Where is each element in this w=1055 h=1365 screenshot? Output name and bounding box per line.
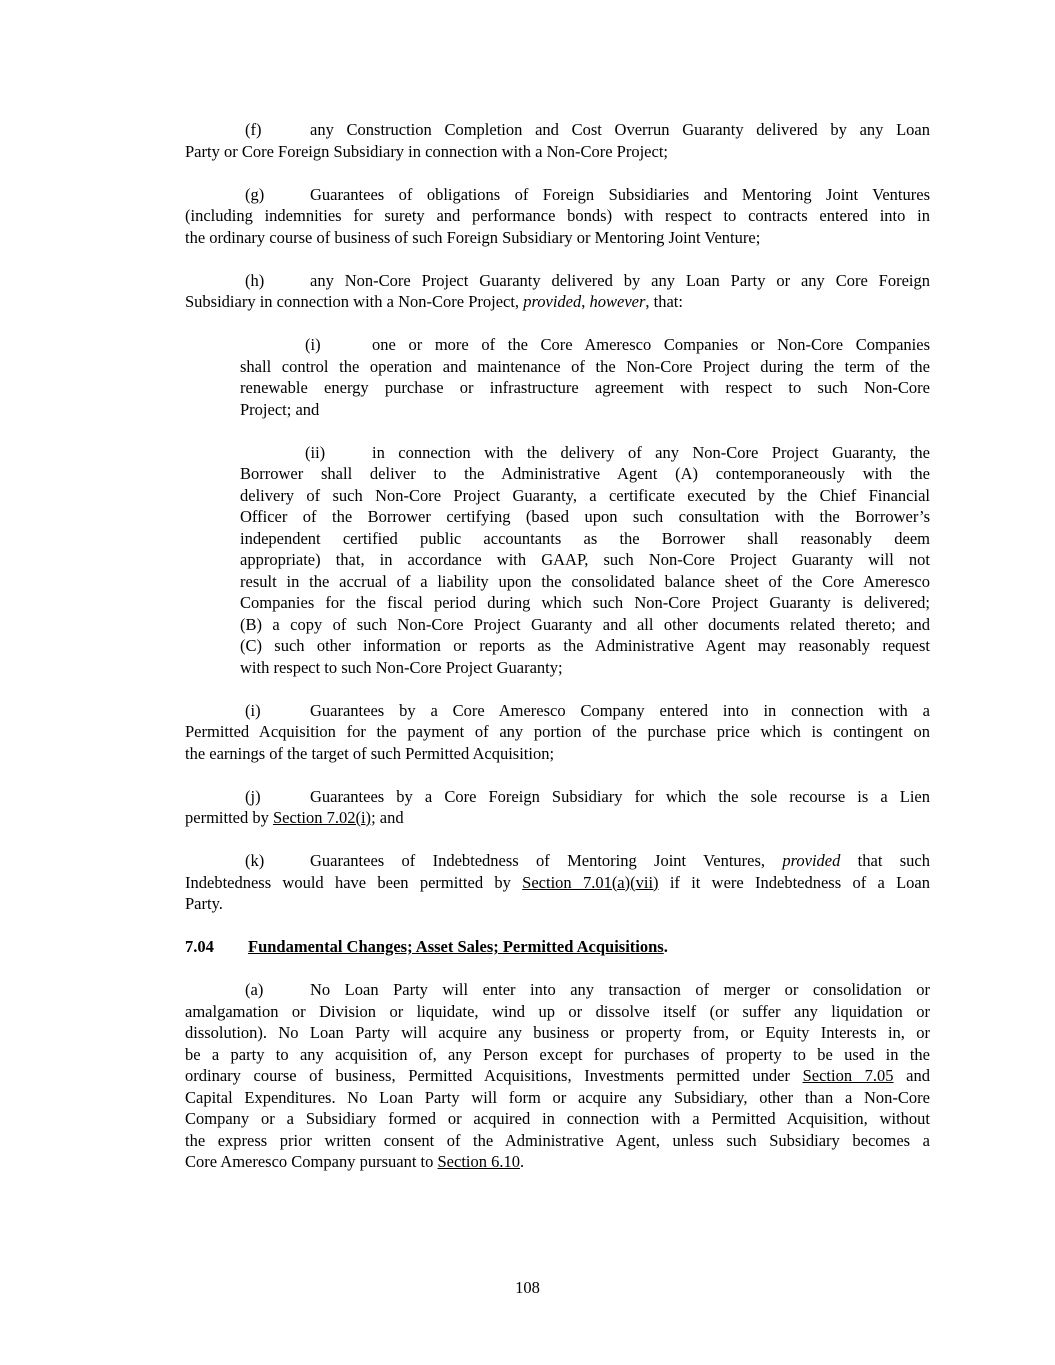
text-run: (including indemnities for surety and performance bonds) with respect to contracts entered into in bbox=[185, 206, 930, 225]
section-heading-7-04-label: 7.04 bbox=[185, 937, 214, 956]
text-run: . bbox=[663, 937, 668, 956]
clause-h-ii-label: (ii) bbox=[305, 442, 326, 462]
text-run: Permitted Acquisition for the payment of any portion of the purchase price which is contingent on bbox=[185, 722, 930, 741]
text-run: that such bbox=[840, 851, 930, 870]
text-run: any Non-Core Project Guaranty delivered by any Loan Party or any Core Foreign bbox=[310, 270, 930, 290]
text-run: Core Ameresco Company pursuant to bbox=[185, 1152, 438, 1171]
text-line bbox=[240, 549, 930, 571]
text-line bbox=[185, 893, 930, 915]
text-run: , bbox=[581, 292, 590, 311]
section-link[interactable]: Section 6.10 bbox=[437, 1152, 520, 1171]
text-line bbox=[240, 614, 930, 636]
clause-k-label: (k) bbox=[245, 851, 265, 870]
section-link[interactable]: Section 7.05 bbox=[802, 1066, 894, 1085]
text-line bbox=[185, 1130, 930, 1152]
text-line bbox=[185, 119, 930, 141]
text-run: Guarantees by a Core Foreign Subsidiary for which the sole recourse is a Lien bbox=[310, 786, 930, 806]
text-line bbox=[240, 463, 930, 485]
text-run: Fundamental Changes; Asset Sales; Permitted Acquisitions bbox=[248, 937, 664, 956]
clause-h-ii bbox=[240, 442, 930, 679]
text-line bbox=[185, 936, 930, 958]
text-run: provided bbox=[523, 292, 582, 311]
section-link[interactable]: Section 7.01(a)(vii) bbox=[522, 872, 659, 892]
text-line bbox=[240, 485, 930, 507]
text-line bbox=[185, 979, 930, 1001]
text-run: amalgamation or Division or liquidate, wind up or dissolve itself (or suffer any liquidation or bbox=[185, 1001, 930, 1021]
text-line bbox=[185, 1001, 930, 1023]
clause-7-04-a-label: (a) bbox=[245, 980, 264, 999]
text-line bbox=[240, 657, 930, 679]
text-run: Indebtedness would have been permitted by bbox=[185, 872, 523, 892]
text-run: dissolution). No Loan Party will acquire any business or property from, or Equity Interests in, or bbox=[185, 1023, 930, 1042]
text-run: independent certified public accountants as the Borrower shall reasonably deem bbox=[240, 528, 930, 548]
text-run: Subsidiary in connection with a Non-Core Project, bbox=[185, 292, 524, 311]
text-run: Officer of the Borrower certifying (based upon such consultation with the Borrower’s bbox=[240, 507, 930, 526]
clause-j-label: (j) bbox=[245, 786, 261, 806]
text-line bbox=[185, 141, 930, 163]
text-line bbox=[185, 1065, 930, 1087]
section-heading-7-04 bbox=[185, 936, 930, 958]
text-line bbox=[240, 528, 930, 550]
text-run: Party. bbox=[185, 894, 223, 913]
text-line bbox=[185, 872, 930, 894]
clause-f-label: (f) bbox=[245, 120, 262, 139]
text-run: in connection with the delivery of any Non-Core Project Guaranty, the bbox=[372, 442, 930, 462]
text-run: Guarantees of Indebtedness of Mentoring Joint Ventures, bbox=[310, 851, 783, 870]
section-link[interactable]: Section 7.02(i) bbox=[272, 808, 372, 827]
page-number: 108 bbox=[515, 1278, 540, 1297]
text-line bbox=[240, 442, 930, 464]
text-line bbox=[185, 270, 930, 292]
text-run: one or more of the Core Ameresco Companies or Non-Core Companies bbox=[372, 335, 930, 354]
text-run: . bbox=[520, 1152, 525, 1171]
text-line bbox=[185, 1087, 930, 1109]
text-line bbox=[240, 399, 930, 421]
text-run: ordinary course of business, Permitted Acquisitions, Investments permitted under bbox=[185, 1066, 803, 1085]
text-run: Capital Expenditures. No Loan Party will form or acquire any Subsidiary, other than a Non-Core bbox=[185, 1087, 930, 1107]
text-run: appropriate) that, in accordance with GAAP, such Non-Core Project Guaranty will not bbox=[240, 550, 930, 569]
text-line bbox=[185, 743, 930, 765]
text-run: delivery of such Non-Core Project Guaranty, a certificate executed by the Chief Financial bbox=[240, 485, 930, 505]
clause-j bbox=[185, 786, 930, 829]
text-line bbox=[240, 334, 930, 356]
text-line bbox=[185, 700, 930, 722]
text-run: No Loan Party will enter into any transaction of merger or consolidation or bbox=[310, 980, 930, 999]
text-run: , that: bbox=[645, 292, 683, 311]
text-run: Guarantees of obligations of Foreign Subsidiaries and Mentoring Joint Ventures bbox=[310, 184, 930, 204]
text-run: shall control the operation and maintenance of the Non-Core Project during the term of the bbox=[240, 356, 930, 376]
text-line bbox=[185, 721, 930, 743]
clause-i-label: (i) bbox=[245, 700, 261, 720]
text-run: however bbox=[589, 292, 646, 311]
clause-f bbox=[185, 119, 930, 162]
text-run: provided bbox=[782, 851, 841, 870]
clause-7-04-a bbox=[185, 979, 930, 1173]
text-run: Borrower shall deliver to the Administrative Agent (A) contemporaneously with the bbox=[240, 464, 930, 483]
text-run: Party or Core Foreign Subsidiary in connection with a Non-Core Project; bbox=[185, 141, 668, 161]
text-run: permitted by bbox=[185, 808, 273, 827]
text-line bbox=[240, 377, 930, 399]
clause-h-label: (h) bbox=[245, 270, 265, 290]
text-line bbox=[185, 1151, 930, 1173]
text-line bbox=[240, 635, 930, 657]
text-line bbox=[185, 786, 930, 808]
text-run: ; and bbox=[371, 808, 404, 827]
text-run: result in the accrual of a liability upon the consolidated balance sheet of the Core Ameresco bbox=[240, 571, 930, 591]
text-line bbox=[240, 506, 930, 528]
clause-k bbox=[185, 850, 930, 915]
text-run: (B) a copy of such Non-Core Project Guaranty and all other documents related thereto; and bbox=[240, 614, 930, 634]
text-run: the earnings of the target of such Permitted Acquisition; bbox=[185, 743, 555, 763]
text-line bbox=[185, 807, 930, 829]
text-line bbox=[185, 1022, 930, 1044]
text-run: Guarantees by a Core Ameresco Company entered into in connection with a bbox=[310, 700, 930, 720]
text-run: the ordinary course of business of such Foreign Subsidiary or Mentoring Joint Venture; bbox=[185, 227, 761, 247]
text-run: (C) such other information or reports as the Administrative Agent may reasonably request bbox=[240, 636, 930, 655]
text-run: Project; and bbox=[240, 399, 320, 419]
clause-g bbox=[185, 184, 930, 249]
text-line bbox=[185, 184, 930, 206]
text-run: the express prior written consent of the Administrative Agent, unless such Subsidiary becomes a bbox=[185, 1130, 930, 1150]
text-run: be a party to any acquisition of, any Person except for purchases of property to be used in the bbox=[185, 1044, 930, 1064]
text-run: renewable energy purchase or infrastructure agreement with respect to such Non-Core bbox=[240, 378, 930, 397]
text-line bbox=[185, 850, 930, 872]
clause-h-i-label: (i) bbox=[305, 335, 321, 354]
text-line bbox=[185, 1108, 930, 1130]
text-line bbox=[185, 227, 930, 249]
text-run: and bbox=[893, 1066, 930, 1085]
text-run: if it were Indebtedness of a Loan bbox=[658, 872, 930, 892]
text-run: with respect to such Non-Core Project Guaranty; bbox=[240, 657, 563, 677]
text-run: Company or a Subsidiary formed or acquired in connection with a Permitted Acquisition, without bbox=[185, 1109, 930, 1128]
clause-g-label: (g) bbox=[245, 184, 265, 204]
text-line bbox=[185, 291, 930, 313]
text-line bbox=[185, 205, 930, 227]
clause-i bbox=[185, 700, 930, 765]
text-run: Companies for the fiscal period during which such Non-Core Project Guaranty is delivered; bbox=[240, 593, 930, 612]
text-line bbox=[240, 592, 930, 614]
text-line bbox=[240, 571, 930, 593]
document-body bbox=[185, 119, 930, 1194]
clause-h-i bbox=[240, 334, 930, 420]
text-line bbox=[185, 1044, 930, 1066]
clause-h bbox=[185, 270, 930, 313]
text-line bbox=[240, 356, 930, 378]
text-run: any Construction Completion and Cost Overrun Guaranty delivered by any Loan bbox=[310, 120, 930, 139]
